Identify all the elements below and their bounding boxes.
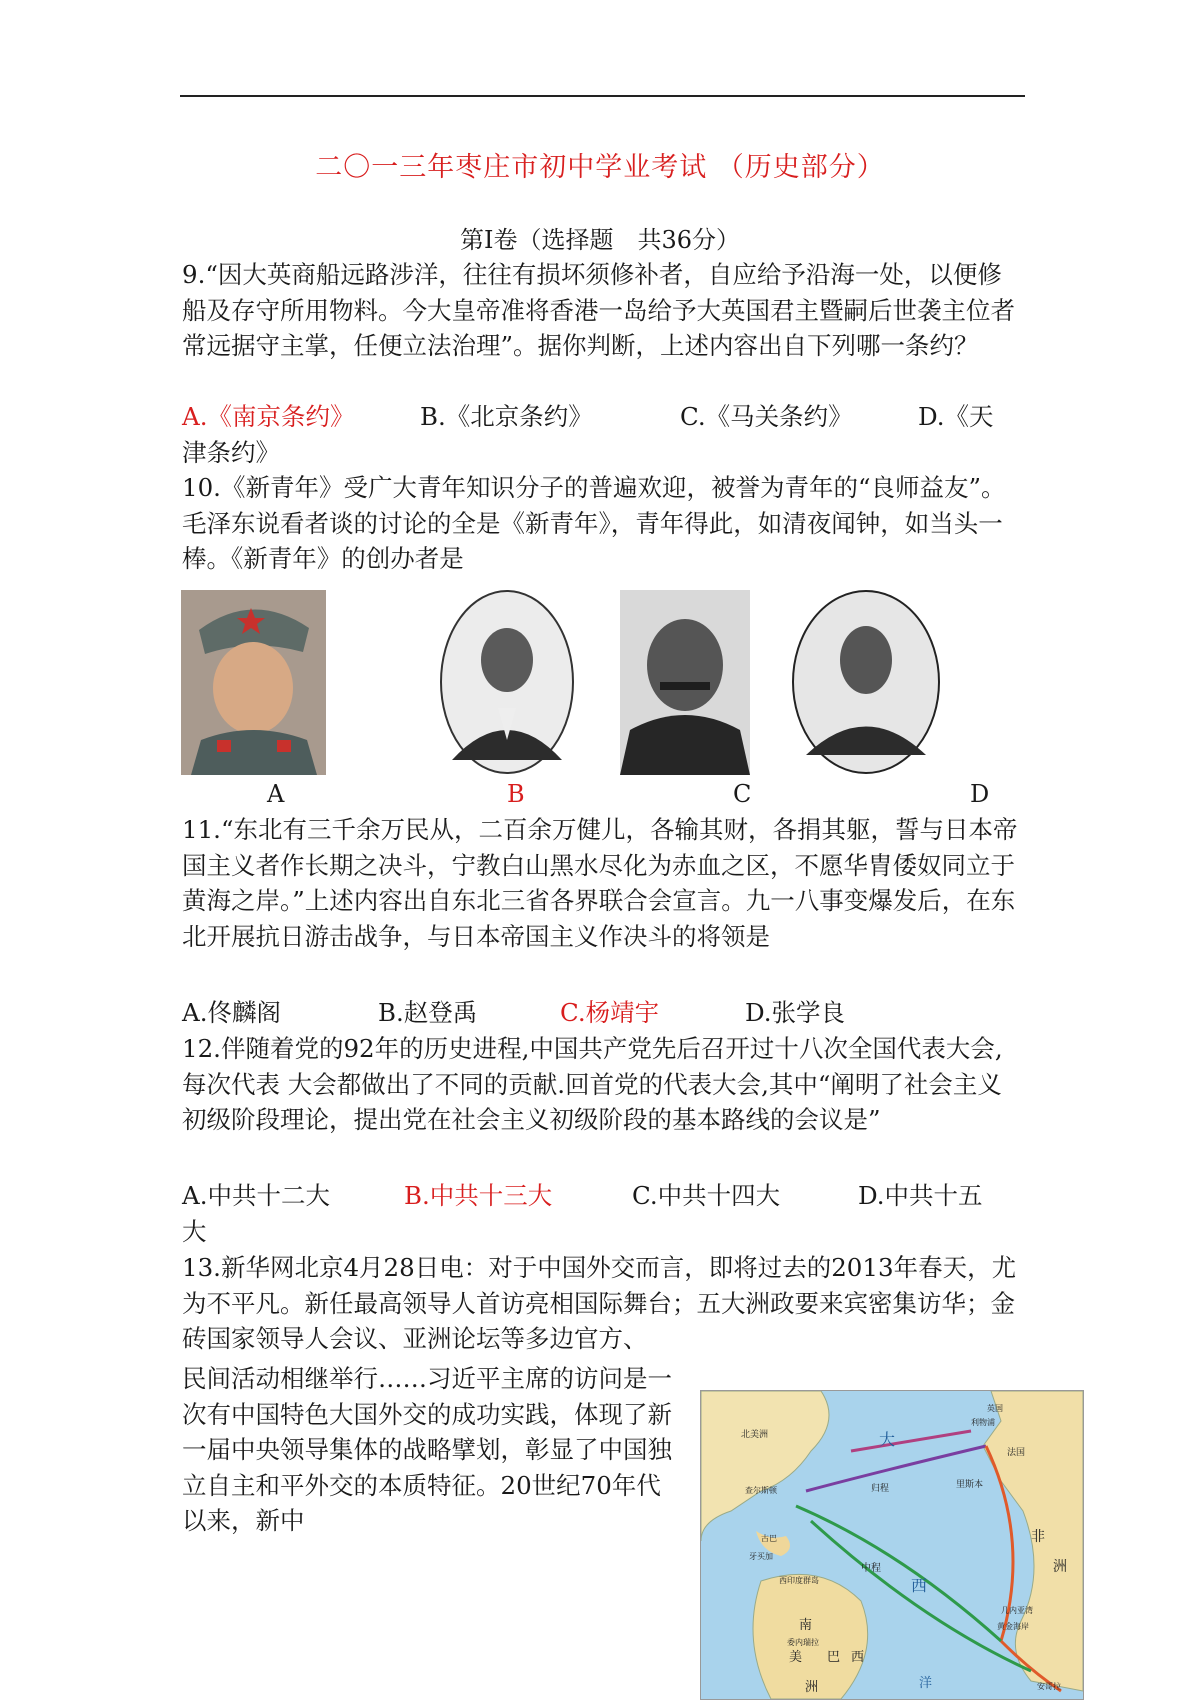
- question-13-stem: 13.新华网北京4月28日电：对于中国外交而言，即将过去的2013年春天，尤为不平凡。新任最高领导人首访亮相国际舞台；五大洲政要来宾密集访华；金砖国家领导人会议、亚洲论坛等多边官方、: [182, 1253, 1017, 1353]
- map-label-12: 牙买加: [749, 1552, 773, 1561]
- portrait-b: [440, 590, 575, 775]
- map-label-19: 巴: [827, 1650, 841, 1665]
- q11-option-a: A.佟麟阁: [182, 998, 281, 1027]
- portrait-d: [792, 590, 940, 775]
- q11-option-c: C.杨靖宇: [560, 998, 660, 1027]
- portrait-c: [620, 590, 750, 775]
- portrait-label-a: A: [267, 780, 285, 808]
- question-9-stem: 9.“因大英商船远路涉洋，往往有损坏须修补者，自应给予沿海一处，以便修船及存守所用物料。今大皇帝准将香港一岛给予大英国君主暨嗣后世袭主位者常远据守主掌，任便立法治理”。据你判断，上述内容出自下列哪一条约？: [182, 260, 1015, 360]
- q9-option-a: A.《南京条约》: [182, 402, 355, 431]
- map-label-11: 古巴: [761, 1534, 777, 1543]
- portrait-a-image: [181, 590, 326, 775]
- q12-option-d-wrap: 大: [182, 1217, 207, 1246]
- portrait-label-c: C: [733, 780, 752, 808]
- q12-option-c: C.中共十四大: [632, 1181, 781, 1210]
- q9-option-c: C.《马关条约》: [680, 402, 853, 431]
- map-label-14: 中程: [861, 1563, 881, 1574]
- map-label-24: 洋: [919, 1676, 933, 1691]
- header-rule: [180, 95, 1025, 97]
- section-title: 第Ⅰ卷（选择题 共36分）: [459, 226, 741, 254]
- q9-option-d-wrap: 津条约》: [182, 438, 280, 467]
- map-label-17: 南: [799, 1618, 813, 1633]
- q11-option-b: B.赵登禹: [378, 998, 478, 1027]
- portrait-c-image: [620, 590, 750, 775]
- q9-option-b: B.《北京条约》: [420, 402, 593, 431]
- trade-route-map: [700, 1390, 1084, 1700]
- question-13-stem-continued: 民间活动相继举行……习近平主席的访问是一次有中国特色大国外交的成功实践，体现了新一届中央领导集体的战略擘划，彰显了中国独立自主和平外交的本质特征。20世纪70年代以来，新中: [182, 1364, 672, 1535]
- map-label-3: 大: [879, 1430, 896, 1449]
- map-label-8: 西: [911, 1576, 928, 1595]
- map-label-4: 法国: [1007, 1448, 1026, 1458]
- question-11-stem: 11.“东北有三千余万民从，二百余万健儿，各输其财，各捐其躯，誓与日本帝国主义者作长期之决斗，宁教白山黑水尽化为赤血之区，不愿华胄倭奴同立于黄海之岸。”上述内容出自东北三省各界联合会宣言。九一八事变爆发后，在东北开展抗日游击战争，与日本帝国主义作决斗的将领是: [182, 815, 1018, 951]
- question-10-stem: 10.《新青年》受广大青年知识分子的普遍欢迎，被誉为青年的“良师益友”。毛泽东说看者谈的讨论的全是《新青年》，青年得此，如清夜闻钟，如当头一棒。《新青年》的创办者是: [182, 473, 1006, 573]
- q9-option-d: D.《天: [918, 402, 994, 431]
- map-label-22: 委内瑞拉: [787, 1638, 819, 1647]
- portrait-a: [181, 590, 326, 775]
- map-label-9: 非: [1031, 1529, 1045, 1545]
- portrait-d-image: [792, 590, 940, 775]
- map-label-23: 安哥拉: [1037, 1682, 1061, 1691]
- map-label-2: 利物浦: [971, 1418, 995, 1427]
- map-label-6: 里斯本: [956, 1480, 984, 1490]
- q12-option-d: D.中共十五: [858, 1181, 983, 1210]
- q12-option-a: A.中共十二大: [182, 1181, 330, 1210]
- map-label-21: 洲: [805, 1680, 819, 1695]
- map-label-16: 黄金海岸: [997, 1622, 1029, 1631]
- map-label-13: 西印度群岛: [779, 1576, 819, 1585]
- portrait-label-b: B: [507, 780, 525, 808]
- portrait-label-d: D: [970, 780, 990, 808]
- map-label-15: 几内亚湾: [1001, 1606, 1033, 1615]
- portrait-b-image: [440, 590, 575, 775]
- q11-option-d: D.张学良: [745, 998, 846, 1027]
- trade-route-map-image: [701, 1391, 1083, 1699]
- map-label-5: 查尔斯顿: [745, 1486, 777, 1495]
- map-label-1: 英国: [987, 1404, 1003, 1413]
- q12-option-b: B.中共十三大: [404, 1181, 553, 1210]
- map-label-20: 西: [851, 1650, 865, 1665]
- map-label-0: 北美洲: [741, 1430, 769, 1440]
- map-label-18: 美: [789, 1650, 803, 1665]
- map-label-10: 洲: [1053, 1559, 1067, 1575]
- map-label-7: 归程: [871, 1484, 890, 1494]
- exam-title: 二〇一三年枣庄市初中学业考试 （历史部分）: [315, 152, 885, 183]
- question-12-stem: 12.伴随着党的92年的历史进程,中国共产党先后召开过十八次全国代表大会,每次代表 大会都做出了不同的贡献.回首党的代表大会,其中“阐明了社会主义初级阶段理论，提出党在社会主义初级阶段的基本路线的会议是”: [182, 1034, 1003, 1134]
